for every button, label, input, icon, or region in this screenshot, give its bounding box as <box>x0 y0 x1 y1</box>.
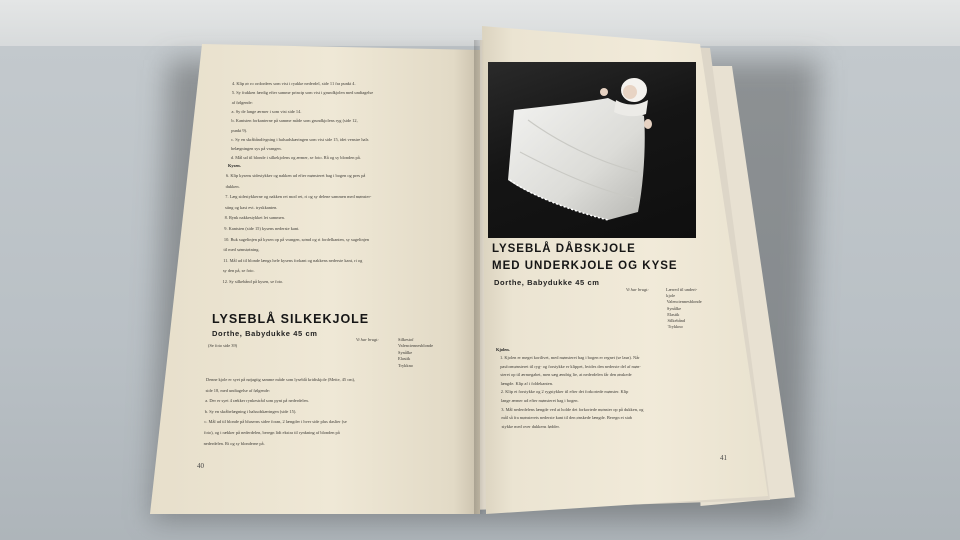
instruction-line: pasformønsteret til ryg- og forstykke er klippet, hvides den nederste del af møn- <box>500 363 641 369</box>
body-line: Denne kjole er syet på nøjagtig samme måde som lyseblå kridtskjole (Mette, 45 cm), <box>206 377 356 382</box>
instruction-line: d. Mål ud til blonde i silkekjolens og ærmer, se foto. Rå og sy blonden på. <box>230 155 361 161</box>
material-item: Silkebånd <box>667 318 686 323</box>
instruction-line: 1. Kjolen er meget kortlivet, med mønsteret bag i bogen er regnet (se lasn). Når <box>500 355 640 360</box>
instruction-line: 11. Mål ud til blonde længs hele kysens forkant og nakkens nederste kant, ri og <box>223 257 363 263</box>
instruction-line: a. Sy de lange ærmer i som vist side 14. <box>231 108 302 114</box>
instruction-line: punkt 9). <box>231 127 248 133</box>
right-subheading: Dorthe, Babydukke 45 cm <box>494 278 600 287</box>
instruction-line: 6. Klip kysens sidestykker og nakken ud efter mønsteret bag i bogen og pres på <box>226 173 366 178</box>
instruction-line: af følgende: <box>231 99 253 105</box>
instruction-line: lange ærmer ud efter mønsteret bag i bogen. <box>501 398 579 403</box>
book-gutter <box>474 40 484 514</box>
instruction-line: dukken. <box>225 183 240 189</box>
right-page-number: 41 <box>720 454 727 462</box>
instruction-line: sting og kast evt. tryskkanten. <box>224 204 278 210</box>
material-item: Trykkno <box>398 362 413 368</box>
instruction-line: 8. Rynk nakkestykket let sammen. <box>224 215 285 221</box>
right-heading-line2: MED UNDERKJOLE OG KYSE <box>492 260 678 272</box>
material-item: Valenciennesblonde <box>666 299 702 305</box>
material-item: Silkestof <box>398 337 414 342</box>
left-heading: LYSEBLÅ SILKEKJOLE <box>212 312 370 326</box>
body-line: side 18, med undtagelse af følgende: <box>205 387 270 393</box>
body-line: nederdelen. Ri og sy blonderne på. <box>203 440 265 446</box>
left-subheading: Dorthe, Babydukke 45 cm <box>212 329 318 338</box>
kysen-heading: Kysen. <box>228 163 241 168</box>
body-line: foto), og i rækker på nederdelen, beregn lidt ekstra til rynkning af blonden på <box>204 430 340 435</box>
instruction-line: 10. Buk sugelinjen på kysen op på vrangen, sømd og ri fordelkanten, sy sugelinjen <box>223 236 369 242</box>
instruction-line: belægningen sys på vrangen. <box>230 146 282 152</box>
right-heading-line1: LYSEBLÅ DÅBSKJOLE <box>492 243 636 255</box>
material-item: Synålke <box>666 305 682 311</box>
instruction-line: b. Kantsten forkanterne på samme måde som grundkjolens ryg (side 12, <box>231 118 358 124</box>
instruction-line: 9. Kantsten (side 15) kysens nederste kant. <box>224 226 300 231</box>
instruction-line: mål så fra mønsterets nederste kant til den ønskede længde. Beregn et stab <box>501 415 632 421</box>
material-item: kjole <box>666 293 676 299</box>
kjolen-heading: Kjolen. <box>496 347 510 352</box>
instruction-line: længde. Klip af i foldekanten. <box>500 380 554 386</box>
left-page <box>150 44 480 514</box>
left-see-photo: (Se foto side 39) <box>208 343 238 348</box>
instruction-line: sy den på, se foto. <box>222 268 255 274</box>
body-line: c. Mål ud til blonde på bluserns sidee foran, 2 længder i hver side plus daslier (se <box>204 419 347 425</box>
material-item: Synålke <box>398 349 413 355</box>
material-item: Trykkno <box>667 324 683 330</box>
body-line: b. Sy en skråbelægning i halsudskæringen (side 15). <box>204 408 297 414</box>
instruction-line: stykke med over dukkens fødder. <box>501 423 560 429</box>
doll-photo <box>488 62 696 238</box>
body-line: a. Der er syet 4 rækker rynkestråd som pynt på nederdelen. <box>205 398 309 404</box>
material-item: Elastik <box>667 311 680 317</box>
instruction-line: til med sømstøtning. <box>223 247 260 253</box>
left-materials-label: Vi har brugt: <box>356 337 379 342</box>
right-materials-label: Vi har brugt: <box>626 287 649 292</box>
instruction-line: 4. Klip ør ro ordordees som vist i ryakke nederdel, side 11 fra punkt 4. <box>232 81 356 86</box>
material-item: Elastik <box>398 356 411 362</box>
material-item: Valenciennesblonde <box>398 343 434 349</box>
instruction-line: c. Sy en skråbånd/egning i halsudskæringen som vist side 15, idet venstre hals <box>231 136 369 142</box>
left-page-number: 40 <box>197 462 204 470</box>
instruction-line: 12. Sy silkebånd på kysen, se foto. <box>222 279 284 284</box>
instruction-line: 7. Læg sidestykkerne og nakken ret mod ret, ri og sy delene sammen med mønster- <box>225 194 372 200</box>
doll-in-christening-gown-image <box>488 62 696 238</box>
instruction-line: 5. Sy frakken færdig efter samme princip som vist i grundkjolen med undtagelse <box>231 90 374 96</box>
instruction-line: 3. Mål nederdelens længde ved at holde det forkortede mønster op på dukken, og <box>501 406 644 412</box>
instruction-line: steret op til ærmegabet, men sæg ændrig lie, at nederdelen får den ønskede <box>500 372 632 378</box>
instruction-line: 2. Klip et forstykke og 2 rygstykker til efter det forkortede mønster. Klip <box>500 389 629 395</box>
material-item: Lærred til undert- <box>666 287 698 292</box>
